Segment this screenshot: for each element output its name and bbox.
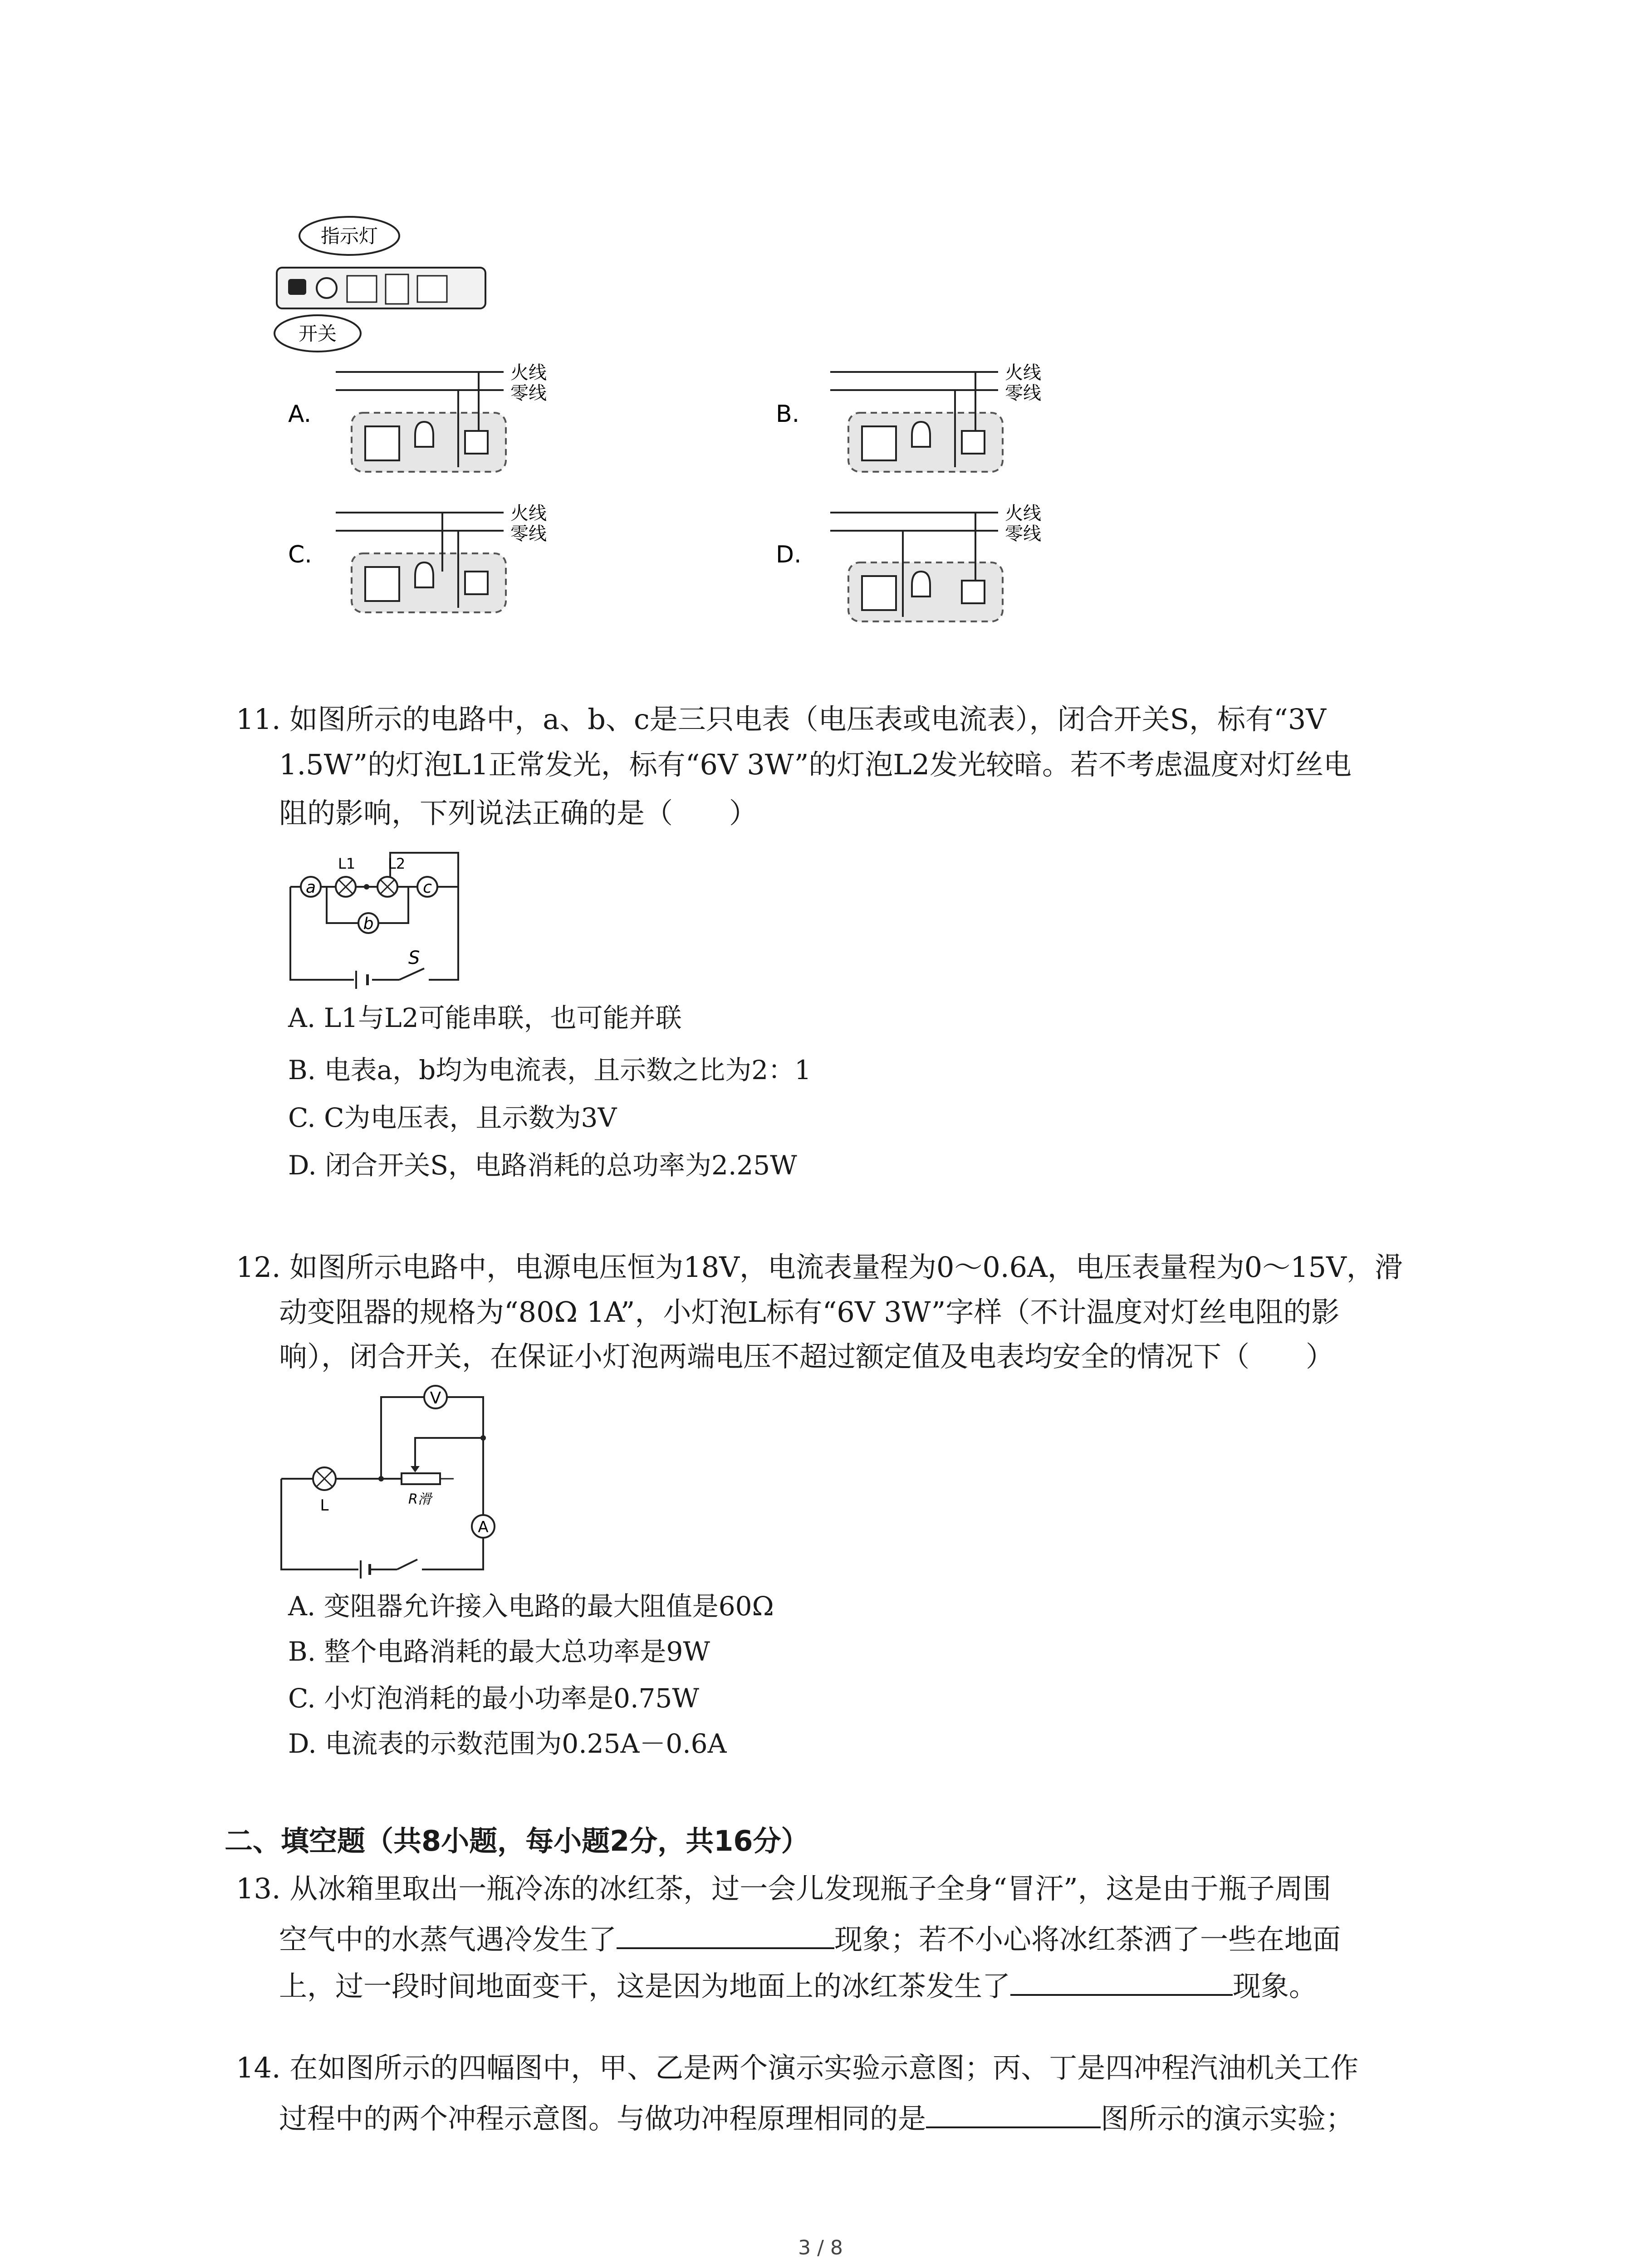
q12-option-c: C. 小灯泡消耗的最小功率是0.75W bbox=[288, 1683, 699, 1714]
q14-blank-1[interactable] bbox=[926, 2100, 1101, 2128]
option-c-label: C. bbox=[288, 541, 312, 568]
power-strip bbox=[274, 217, 485, 352]
outlet-2 bbox=[386, 274, 408, 304]
indicator-label: 指示灯 bbox=[320, 225, 378, 247]
q13-line-3-end: 现象。 bbox=[1233, 1970, 1318, 2003]
q13-line-3 bbox=[279, 1968, 1318, 2003]
switch-button bbox=[288, 279, 306, 295]
live-wire-label-b: 火线 bbox=[1005, 362, 1041, 383]
option-c-diagram bbox=[288, 503, 547, 612]
q12-option-d: D. 电流表的示数范围为0.25A－0.6A bbox=[288, 1728, 727, 1759]
q11-line-1: 11. 如图所示的电路中，a、b、c是三只电表（电压表或电流表），闭合开关S，标有“3V bbox=[236, 703, 1327, 736]
switch-s-label: S bbox=[408, 948, 420, 968]
q11-circuit-diagram bbox=[277, 844, 472, 993]
option-a-label: A. bbox=[288, 401, 312, 428]
q14-line-1: 14. 在如图所示的四幅图中，甲、乙是两个演示实验示意图；丙、丁是四冲程汽油机关工作 bbox=[236, 2051, 1359, 2084]
outlet-3 bbox=[417, 276, 447, 302]
q13-blank-2[interactable] bbox=[1010, 1968, 1233, 1996]
option-b-diagram bbox=[776, 362, 1041, 472]
q14-line-2 bbox=[279, 2100, 1354, 2133]
neutral-wire-label-a: 零线 bbox=[510, 383, 547, 404]
q10-circuit-diagrams bbox=[268, 213, 1175, 644]
q11-figure bbox=[277, 844, 472, 993]
lamp-l-label: L bbox=[320, 1496, 329, 1515]
q13-line-3-start: 上，过一段时间地面变干，这是因为地面上的冰红茶发生了 bbox=[279, 1970, 1011, 2003]
q12-line-2: 动变阻器的规格为“80Ω 1A”，小灯泡L标有“6V 3W”字样（不计温度对灯丝电阻的影 bbox=[279, 1295, 1340, 1329]
q12-option-b: B. 整个电路消耗的最大总功率是9W bbox=[288, 1636, 710, 1667]
q13-line-1: 13. 从冰箱里取出一瓶冷冻的冰红茶，过一会儿发现瓶子全身“冒汗”，这是由于瓶子周围 bbox=[236, 1872, 1331, 1905]
q11-option-b: B. 电表a，b均为电流表，且示数之比为2：1 bbox=[288, 1055, 812, 1085]
q14-line-2-start: 过程中的两个冲程示意图。与做功冲程原理相同的是 bbox=[279, 2102, 926, 2135]
outlet-1 bbox=[347, 276, 377, 302]
rheostat bbox=[402, 1473, 440, 1484]
q13-line-2-start: 空气中的水蒸气遇冷发生了 bbox=[279, 1923, 617, 1956]
q10-figure bbox=[268, 213, 1175, 644]
neutral-wire-label-d: 零线 bbox=[1005, 523, 1041, 544]
section-2-title: 二、填空题（共8小题，每小题2分，共16分） bbox=[225, 1824, 809, 1857]
option-b-label: B. bbox=[776, 401, 800, 428]
q12-circuit-diagram bbox=[272, 1379, 499, 1579]
q12-line-1: 12. 如图所示电路中，电源电压恒为18V，电流表量程为0～0.6A，电压表量程为0～15V，滑 bbox=[236, 1251, 1403, 1284]
meter-c-label: c bbox=[423, 878, 432, 897]
live-wire-label-a: 火线 bbox=[510, 362, 547, 383]
switch-label: 开关 bbox=[298, 323, 337, 345]
page-number: 3 / 8 bbox=[798, 2236, 843, 2259]
q11-line-3: 阻的影响，下列说法正确的是（ ） bbox=[279, 797, 758, 830]
option-d-diagram bbox=[776, 503, 1041, 621]
lamp-l2-label: L2 bbox=[388, 855, 406, 872]
q11-option-d: D. 闭合开关S，电路消耗的总功率为2.25W bbox=[288, 1150, 797, 1181]
q13-line-2-end: 现象；若不小心将冰红茶洒了一些在地面 bbox=[834, 1923, 1341, 1956]
neutral-wire-label-b: 零线 bbox=[1005, 383, 1041, 404]
q11-line-2: 1.5W”的灯泡L1正常发光，标有“6V 3W”的灯泡L2发光较暗。若不考虑温度对灯丝电 bbox=[279, 748, 1352, 781]
q13-blank-1[interactable] bbox=[617, 1921, 834, 1949]
q14-line-2-end: 图所示的演示实验； bbox=[1101, 2102, 1354, 2135]
option-d-label: D. bbox=[776, 541, 802, 568]
lamp-l1-label: L1 bbox=[338, 855, 356, 872]
q12-option-a: A. 变阻器允许接入电路的最大阻值是60Ω bbox=[288, 1591, 774, 1622]
q12-figure bbox=[272, 1379, 499, 1579]
meter-b-label: b bbox=[363, 914, 374, 933]
q11-option-a: A. L1与L2可能串联，也可能并联 bbox=[288, 1002, 682, 1033]
ammeter-label: A bbox=[478, 1518, 489, 1536]
q12-line-3: 响），闭合开关，在保证小灯泡两端电压不超过额定值及电表均安全的情况下（ ） bbox=[279, 1340, 1334, 1373]
meter-a-label: a bbox=[305, 878, 316, 897]
indicator-lamp bbox=[317, 278, 337, 298]
option-a-diagram bbox=[288, 362, 547, 472]
voltmeter-label: V bbox=[430, 1389, 441, 1408]
rheostat-label: R滑 bbox=[408, 1491, 431, 1507]
q13-line-2 bbox=[279, 1921, 1341, 1954]
neutral-wire-label-c: 零线 bbox=[510, 523, 547, 544]
strip-body bbox=[277, 268, 485, 308]
q11-option-c: C. C为电压表，且示数为3V bbox=[288, 1102, 617, 1133]
live-wire-label-d: 火线 bbox=[1005, 503, 1041, 524]
live-wire-label-c: 火线 bbox=[510, 503, 547, 524]
